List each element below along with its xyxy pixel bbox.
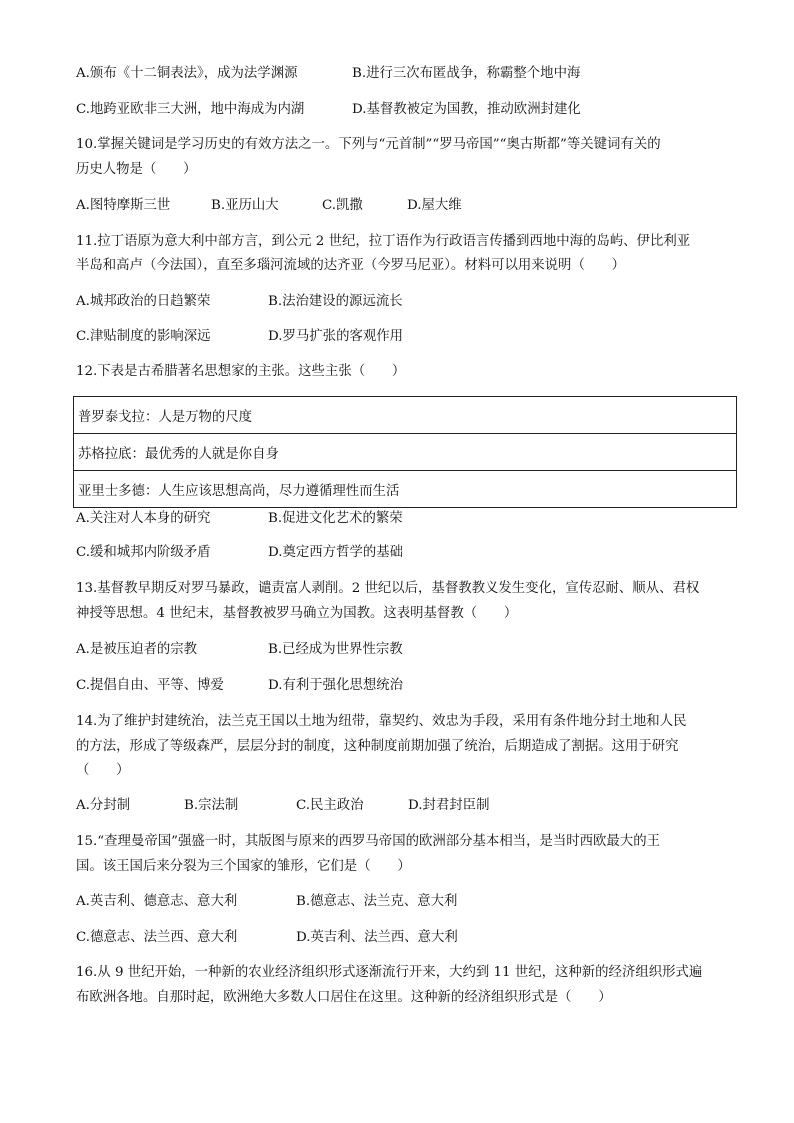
q10-option-a: A.图特摩斯三世 xyxy=(76,198,171,213)
q15-option-a: A.英吉利、德意志、意大利 xyxy=(76,894,238,909)
q15-stem-line2: 国。该王国后来分裂为三个国家的雏形，它们是（ ） xyxy=(76,859,411,874)
q12-option-c: C.缓和城邦内阶级矛盾 xyxy=(76,545,211,560)
q11-option-d: D.罗马扩张的客观作用 xyxy=(268,329,404,344)
q12-option-b: B.促进文化艺术的繁荣 xyxy=(268,511,403,526)
q14-stem-line1: 14.为了维护封建统治，法兰克王国以土地为纽带，靠契约、效忠为手段，采用有条件地分封土地和人民 xyxy=(76,714,687,729)
q14-option-d: D.封君封臣制 xyxy=(408,798,490,813)
thinkers-table xyxy=(73,396,737,508)
q14-stem-line3: （ ） xyxy=(76,763,130,778)
q10-stem-line1: 10.掌握关键词是学习历史的有效方法之一。下列与“元首制”“罗马帝国”“奥古斯都”等关键词有关的 xyxy=(76,137,661,152)
q9-option-c: C.地跨亚欧非三大洲，地中海成为内湖 xyxy=(76,102,305,117)
q16-stem-line1: 16.从 9 世纪开始，一种新的农业经济组织形式逐渐流行开来，大约到 11 世纪，这种新的经济组织形式遍 xyxy=(76,965,703,980)
q11-stem-line2: 半岛和高卢（今法国），直至多瑙河流域的达齐亚（今罗马尼亚）。材料可以用来说明（ ） xyxy=(76,258,626,273)
q14-option-c: C.民主政治 xyxy=(296,798,364,813)
q15-stem-line1: 15.“查理曼帝国”强盛一时，其版图与原来的西罗马帝国的欧洲部分基本相当，是当时西欧最大的王 xyxy=(76,834,660,849)
q11-option-c: C.津贴制度的影响深远 xyxy=(76,329,211,344)
q13-option-a: A.是被压迫者的宗教 xyxy=(76,642,198,657)
q10-option-c: C.凯撒 xyxy=(322,198,363,213)
q12-option-a: A.关注对人本身的研究 xyxy=(76,511,211,526)
q13-option-d: D.有利于强化思想统治 xyxy=(268,678,404,693)
q13-option-c: C.提倡自由、平等、博爱 xyxy=(76,678,224,693)
q14-option-b: B.宗法制 xyxy=(184,798,239,813)
table-row xyxy=(74,434,737,471)
q15-option-b: B.德意志、法兰克、意大利 xyxy=(296,894,458,909)
q9-option-d: D.基督教被定为国教，推动欧洲封建化 xyxy=(352,102,581,117)
q13-stem-line2: 神授等思想。4 世纪末，基督教被罗马确立为国教。这表明基督教（ ） xyxy=(76,606,518,621)
q14-option-a: A.分封制 xyxy=(76,798,131,813)
q16-stem-line2: 布欧洲各地。自那时起，欧洲绝大多数人口居住在这里。这种新的经济组织形式是（ ） xyxy=(76,990,612,1005)
table-cell: 普罗泰戈拉：人是万物的尺度 xyxy=(74,397,737,434)
q15-option-d: D.英吉利、法兰西、意大利 xyxy=(296,930,458,945)
table-cell: 苏格拉底：最优秀的人就是你自身 xyxy=(74,434,737,471)
q15-option-c: C.德意志、法兰西、意大利 xyxy=(76,930,238,945)
table-row xyxy=(74,471,737,508)
table-row xyxy=(74,397,737,434)
q10-option-b: B.亚历山大 xyxy=(211,198,279,213)
q12-option-d: D.奠定西方哲学的基础 xyxy=(268,545,404,560)
table-cell: 亚里士多德：人生应该思想高尚，尽力遵循理性而生活 xyxy=(74,471,737,508)
q12-stem-line1: 12.下表是古希腊著名思想家的主张。这些主张（ ） xyxy=(76,364,406,379)
q11-option-a: A.城邦政治的日趋繁荣 xyxy=(76,294,211,309)
q14-stem-line2: 的方法，形成了等级森严，层层分封的制度，这种制度前期加强了统治，后期造成了割据。这用于研究 xyxy=(76,739,679,754)
q13-stem-line1: 13.基督教早期反对罗马暴政，谴责富人剥削。2 世纪以后，基督教教义发生变化，宣传忍耐、顺从、君权 xyxy=(76,581,700,596)
q9-option-a: A.颁布《十二铜表法》，成为法学渊源 xyxy=(76,66,298,81)
q10-option-d: D.屋大维 xyxy=(407,198,462,213)
q11-stem-line1: 11.拉丁语原为意大利中部方言，到公元 2 世纪，拉丁语作为行政语言传播到西地中海的岛屿、伊比利亚 xyxy=(76,234,691,249)
q10-stem-line2: 历史人物是（ ） xyxy=(76,162,197,177)
q13-option-b: B.已经成为世界性宗教 xyxy=(268,642,403,657)
q11-option-b: B.法治建设的源远流长 xyxy=(268,294,403,309)
q9-option-b: B.进行三次布匿战争，称霸整个地中海 xyxy=(352,66,581,81)
